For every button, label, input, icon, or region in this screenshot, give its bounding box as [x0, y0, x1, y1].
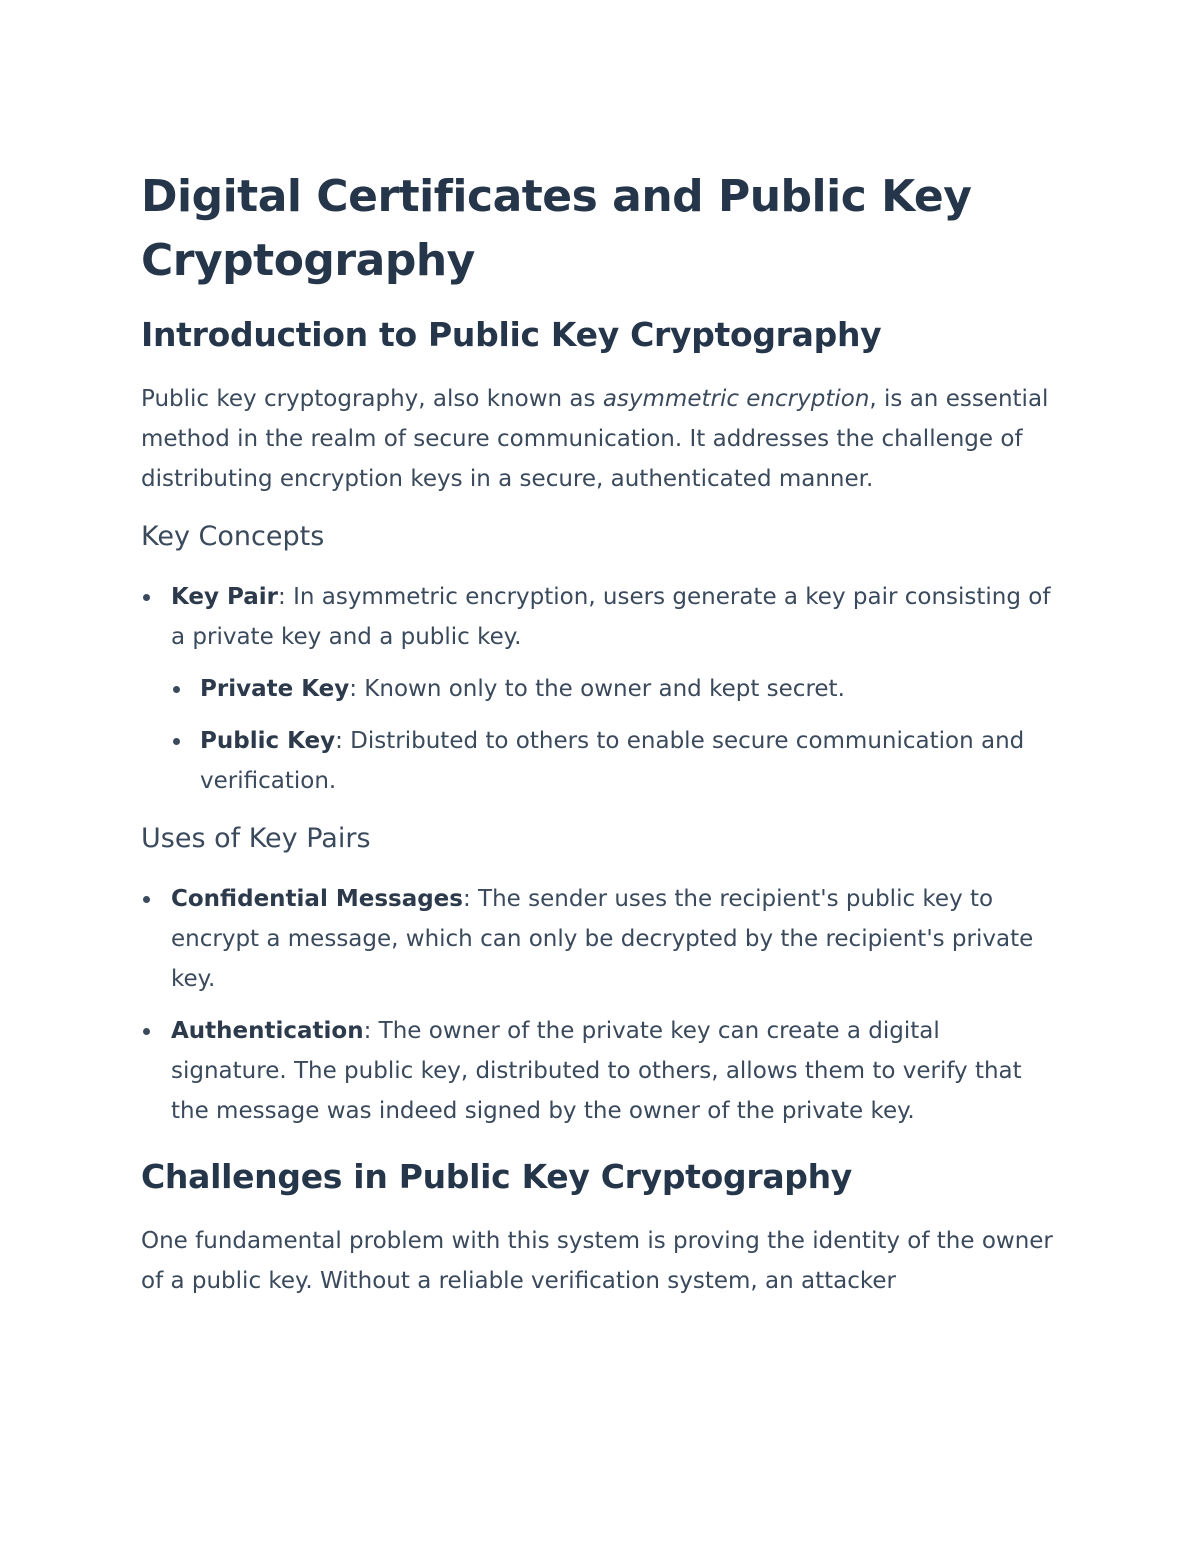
bullet-icon	[143, 896, 150, 903]
intro-emphasis: asymmetric encryption	[602, 386, 870, 412]
bullet-icon	[173, 738, 180, 745]
document-page	[141, 165, 1061, 1301]
private-key-term: Private Key	[200, 676, 350, 702]
uses-list	[141, 879, 1061, 1131]
key-concepts-heading: Key Concepts	[141, 521, 325, 552]
challenges-paragraph: One fundamental problem with this system is proving the identity of the owner of a public key. Without a reliable verification system, an attacker	[141, 1228, 1053, 1294]
challenges-heading: Challenges in Public Key Cryptography	[141, 1157, 853, 1196]
list-item-authentication	[141, 1011, 1061, 1131]
uses-heading: Uses of Key Pairs	[141, 823, 371, 854]
list-item-public-key	[141, 721, 1061, 801]
bullet-icon	[143, 594, 150, 601]
public-key-text: : Distributed to others to enable secure communication and verification.	[200, 728, 1025, 794]
bullet-icon	[143, 1028, 150, 1035]
confidential-text: : The sender uses the recipient's public key to encrypt a message, which can only be decrypted by the recipient's private key.	[171, 886, 1034, 992]
key-concepts-list	[141, 577, 1061, 801]
key-pair-text: : In asymmetric encryption, users generate a key pair consisting of a private key and a public key.	[171, 584, 1051, 650]
authentication-term: Authentication	[171, 1018, 364, 1044]
intro-text-before: Public key cryptography, also known as	[141, 386, 603, 412]
list-item-confidential	[141, 879, 1061, 999]
public-key-term: Public Key	[200, 728, 336, 754]
intro-paragraph	[141, 379, 1061, 499]
intro-heading: Introduction to Public Key Cryptography	[141, 315, 882, 354]
document-title: Digital Certificates and Public Key Cryptography	[141, 171, 972, 286]
authentication-text: : The owner of the private key can create a digital signature. The public key, distributed to others, allows them to verify that the message was indeed signed by the owner of the private key.	[171, 1018, 1022, 1124]
bullet-icon	[173, 686, 180, 693]
key-pair-term: Key Pair	[171, 584, 279, 610]
intro-text-after: , is an essential method in the realm of secure communication. It addresses the challenge of distributing encryption keys in a secure, authenticated manner.	[141, 386, 1049, 492]
list-item-key-pair	[141, 577, 1061, 657]
confidential-term: Confidential Messages	[171, 886, 463, 912]
list-item-private-key	[141, 669, 1061, 709]
private-key-text: : Known only to the owner and kept secret.	[349, 676, 845, 702]
